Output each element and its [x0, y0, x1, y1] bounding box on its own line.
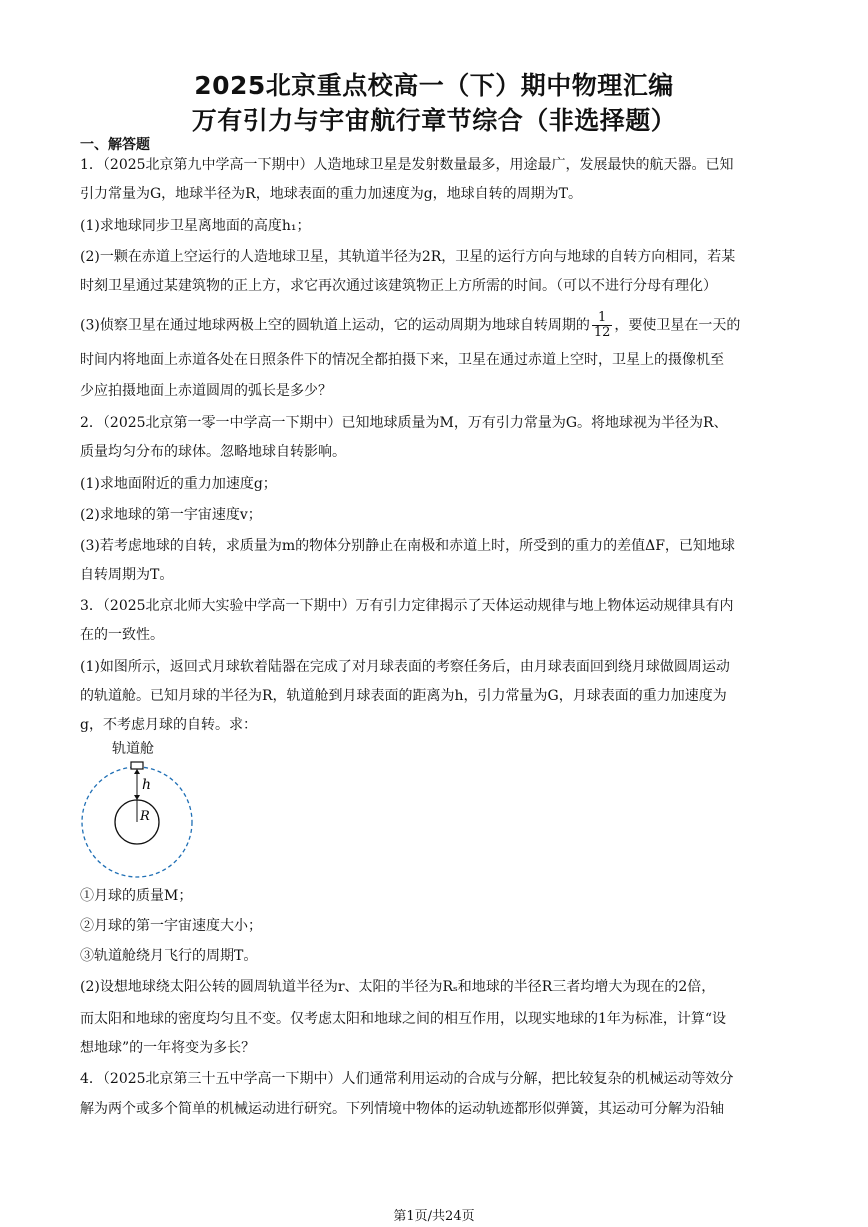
section-heading: 一、解答题 [80, 137, 150, 153]
q2-part-3-line-1: (3)若考虑地球的自转，求质量为m的物体分别静止在南极和赤道上时，所受到的重力的差值ΔF，已知地球 [80, 538, 735, 554]
q3-part-2-line-2: 而太阳和地球的密度均匀且不变。仅考虑太阳和地球之间的相互作用，以现实地球的1年为标准，计算“设 [80, 1011, 727, 1027]
arrow-head-down-icon [134, 795, 140, 800]
q2-part-1: (1)求地面附近的重力加速度g； [80, 476, 277, 492]
q1-part-2-line-1: (2)一颗在赤道上空运行的人造地球卫星，其轨道半径为2R，卫星的运行方向与地球的自转方向相同，若某 [80, 249, 736, 265]
orbit-figure [80, 738, 200, 878]
q1-part-3-line-3: 少应拍摄地面上赤道圆周的弧长是多少？ [80, 383, 332, 399]
q3-sub-3: ③轨道舱绕月飞行的周期T。 [80, 948, 258, 964]
q3-sub-1: ①月球的质量M； [80, 888, 193, 904]
q3-part-1-line-3: g，不考虑月球的自转。求： [80, 717, 257, 733]
q3-line-2: 在的一致性。 [80, 627, 164, 643]
title-line-1: 2025北京重点校高一（下）期中物理汇编 [194, 71, 674, 100]
height-label: h [142, 777, 152, 793]
orbit-diagram [80, 738, 200, 878]
q2-part-3-line-2: 自转周期为T。 [80, 567, 174, 583]
radius-label: R [140, 809, 150, 824]
arrow-head-up-icon [134, 769, 140, 774]
q1-part-3-text-a: (3)侦察卫星在通过地球两极上空的圆轨道上运动，它的运动周期为地球自转周期的 [80, 317, 590, 334]
orbit-module-icon [131, 762, 143, 769]
q3-part-1-line-2: 的轨道舱。已知月球的半径为R，轨道舱到月球表面的距离为h，引力常量为G，月球表面的重力加速度为 [80, 688, 727, 704]
q1-part-3-text-b: ，要使卫星在一天的 [614, 317, 741, 334]
fraction-numerator: 1 [592, 311, 613, 326]
q1-part-3-line-2: 时间内将地面上赤道各处在日照条件下的情况全都拍摄下来，卫星在通过赤道上空时，卫星上的摄像机至 [80, 352, 724, 368]
q3-part-1-line-1: (1)如图所示，返回式月球软着陆器在完成了对月球表面的考察任务后，由月球表面回到绕月球做圆周运动 [80, 659, 730, 675]
q3-part-2-line-1: (2)设想地球绕太阳公转的圆周轨道半径为r、太阳的半径为Rₛ和地球的半径R三者均增大为现在的2倍， [80, 979, 716, 995]
page-number-footer: 第1页/共24页 [393, 1209, 475, 1224]
q2-part-2: (2)求地球的第一宇宙速度v； [80, 507, 262, 523]
q1-part-2-line-2: 时刻卫星通过某建筑物的正上方，求它再次通过该建筑物正上方所需的时间。（可以不进行分母有理化） [80, 278, 717, 294]
fraction-denominator: 12 [593, 325, 611, 340]
q2-line-2: 质量均匀分布的球体。忽略地球自转影响。 [80, 444, 346, 460]
q1-part-3-line-1 [80, 311, 740, 340]
q1-part-1: (1)求地球同步卫星离地面的高度h₁； [80, 218, 311, 234]
q3-line-1: 3．（2025北京北师大实验中学高一下期中）万有引力定律揭示了天体运动规律与地上物体运动规律具有内 [80, 598, 734, 614]
q3-sub-2: ②月球的第一宇宙速度大小； [80, 918, 262, 934]
q1-line-2: 引力常量为G，地球半径为R，地球表面的重力加速度为g，地球自转的周期为T。 [80, 186, 583, 202]
q4-line-1: 4．（2025北京第三十五中学高一下期中）人们通常利用运动的合成与分解，把比较复杂的机械运动等效分 [80, 1071, 734, 1087]
q2-line-1: 2．（2025北京第一零一中学高一下期中）已知地球质量为M，万有引力常量为G。将地球视为半径为R、 [80, 415, 728, 431]
fraction [592, 311, 613, 340]
q3-part-2-line-3: 想地球”的一年将变为多长？ [80, 1040, 256, 1056]
q1-line-1: 1．（2025北京第九中学高一下期中）人造地球卫星是发射数量最多，用途最广，发展最快的航天器。已知 [80, 157, 734, 173]
orbit-module-label: 轨道舱 [112, 741, 154, 757]
title-line-2: 万有引力与宇宙航行章节综合（非选择题） [191, 106, 677, 135]
q4-line-2: 解为两个或多个简单的机械运动进行研究。下列情境中物体的运动轨迹都形似弹簧，其运动可分解为沿轴 [80, 1101, 724, 1117]
